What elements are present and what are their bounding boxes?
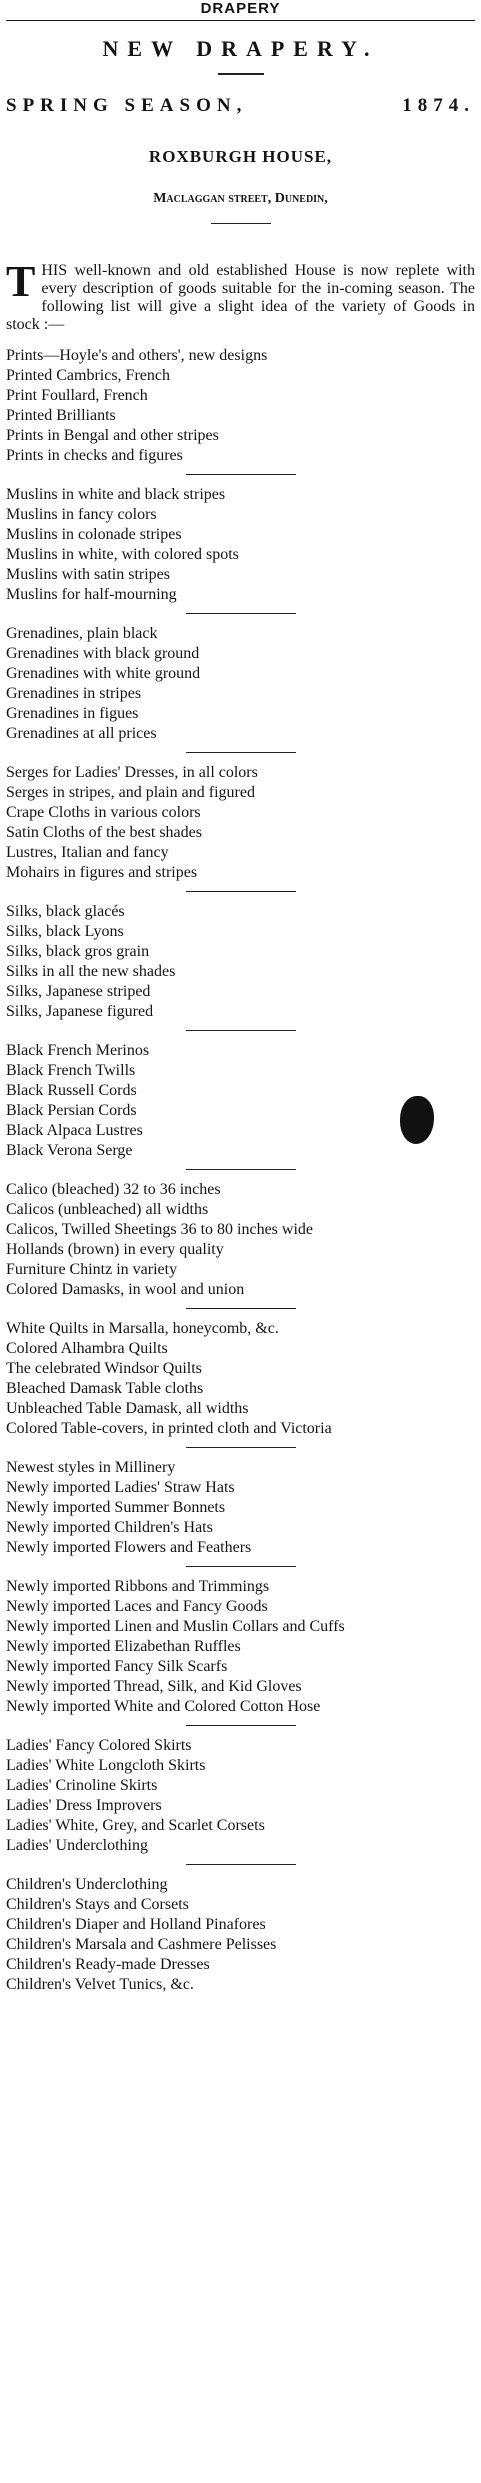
goods-item: Print Foullard, French [6, 387, 148, 404]
header-rule [6, 20, 475, 21]
goods-section [6, 1875, 475, 1995]
goods-item: Prints in checks and figures [6, 447, 183, 464]
house-address: Maclaggan street, Dunedin, [153, 191, 328, 206]
section-divider [186, 1566, 296, 1567]
goods-item: Children's Diaper and Holland Pinafores [6, 1916, 266, 1933]
goods-item: Grenadines, plain black [6, 625, 158, 642]
goods-item: Grenadines with black ground [6, 645, 200, 662]
goods-item: Muslins in colonade stripes [6, 526, 182, 543]
goods-item: Muslins with satin stripes [6, 566, 171, 583]
goods-item: Children's Velvet Tunics, &c. [6, 1976, 194, 1993]
goods-item: Calicos, Twilled Sheetings 36 to 80 inches wide [6, 1221, 313, 1238]
goods-item: Prints—Hoyle's and others', new designs [6, 347, 268, 364]
goods-item: Newly imported Thread, Silk, and Kid Gloves [6, 1678, 302, 1695]
goods-item: Silks, black glacés [6, 903, 125, 920]
goods-section [6, 1180, 475, 1300]
goods-item: Calicos (unbleached) all widths [6, 1201, 209, 1218]
goods-item: Silks, Japanese striped [6, 983, 151, 1000]
section-divider [186, 474, 296, 475]
goods-section [6, 902, 475, 1022]
goods-item: Colored Damasks, in wool and union [6, 1281, 245, 1298]
goods-section [6, 1458, 475, 1558]
intro-text: HIS well-known and old established House is now replete with every description of goods suitable for the in-coming season. The following list will give a slight idea of the variety of Goods in stock :— [6, 262, 475, 333]
goods-item: Mohairs in figures and stripes [6, 864, 198, 881]
goods-item: Children's Stays and Corsets [6, 1896, 189, 1913]
goods-item: Furniture Chintz in variety [6, 1261, 178, 1278]
section-divider [186, 1864, 296, 1865]
goods-item: Silks, black Lyons [6, 923, 124, 940]
goods-item: Crape Cloths in various colors [6, 804, 201, 821]
goods-item: Black Verona Serge [6, 1142, 133, 1159]
goods-item: Newly imported White and Colored Cotton Hose [6, 1698, 321, 1715]
goods-item: Black Russell Cords [6, 1082, 137, 1099]
goods-section [6, 624, 475, 744]
goods-item: Children's Marsala and Cashmere Pelisses [6, 1936, 277, 1953]
goods-item: Ladies' Dress Improvers [6, 1797, 162, 1814]
goods-item: Ladies' Fancy Colored Skirts [6, 1737, 192, 1754]
goods-item: Hollands (brown) in every quality [6, 1241, 224, 1258]
address-divider [211, 223, 271, 224]
advertisement-page [0, 2, 481, 2483]
house-name: ROXBURGH HOUSE, [148, 147, 333, 166]
intro-paragraph [6, 257, 475, 334]
goods-item: Serges in stripes, and plain and figured [6, 784, 255, 801]
goods-item: Silks in all the new shades [6, 963, 176, 980]
goods-item: Silks, Japanese figured [6, 1003, 154, 1020]
title-divider [218, 73, 264, 75]
goods-list [6, 346, 475, 1995]
goods-item: Grenadines at all prices [6, 725, 157, 742]
goods-section [6, 763, 475, 883]
goods-item: Newly imported Flowers and Feathers [6, 1539, 252, 1556]
goods-item: Newly imported Elizabethan Ruffles [6, 1638, 241, 1655]
goods-item: Printed Cambrics, French [6, 367, 170, 384]
goods-item: Unbleached Table Damask, all widths [6, 1400, 249, 1417]
goods-item: Colored Table-covers, in printed cloth and Victoria [6, 1420, 332, 1437]
goods-item: Newly imported Laces and Fancy Goods [6, 1598, 268, 1615]
goods-item: Black Persian Cords [6, 1102, 137, 1119]
goods-item: Silks, black gros grain [6, 943, 150, 960]
goods-item: The celebrated Windsor Quilts [6, 1360, 202, 1377]
goods-item: Satin Cloths of the best shades [6, 824, 202, 841]
goods-item: Newest styles in Millinery [6, 1459, 176, 1476]
goods-item: Newly imported Linen and Muslin Collars and Cuffs [6, 1618, 345, 1635]
category-heading: DRAPERY [200, 0, 281, 17]
goods-item: Grenadines in figues [6, 705, 139, 722]
goods-item: Newly imported Ladies' Straw Hats [6, 1479, 235, 1496]
goods-item: Calico (bleached) 32 to 36 inches [6, 1181, 221, 1198]
goods-item: Muslins in white, with colored spots [6, 546, 239, 563]
section-divider [186, 891, 296, 892]
goods-item: Muslins in white and black stripes [6, 486, 226, 503]
goods-item: Printed Brilliants [6, 407, 116, 424]
goods-item: Grenadines with white ground [6, 665, 201, 682]
goods-section [6, 485, 475, 605]
section-divider [186, 1169, 296, 1170]
goods-item: Ladies' White, Grey, and Scarlet Corsets [6, 1817, 265, 1834]
goods-item: Children's Underclothing [6, 1876, 168, 1893]
goods-item: Newly imported Ribbons and Trimmings [6, 1578, 270, 1595]
goods-item: Lustres, Italian and fancy [6, 844, 169, 861]
goods-item: Ladies' White Longcloth Skirts [6, 1757, 206, 1774]
goods-section [6, 1577, 475, 1717]
goods-section [6, 1319, 475, 1439]
section-divider [186, 752, 296, 753]
goods-item: White Quilts in Marsalla, honeycomb, &c. [6, 1320, 279, 1337]
goods-item: Newly imported Fancy Silk Scarfs [6, 1658, 228, 1675]
section-divider [186, 613, 296, 614]
goods-section [6, 1736, 475, 1856]
goods-item: Prints in Bengal and other stripes [6, 427, 219, 444]
goods-item: Black French Merinos [6, 1042, 150, 1059]
goods-item: Ladies' Underclothing [6, 1837, 148, 1854]
goods-item: Children's Ready-made Dresses [6, 1956, 210, 1973]
goods-item: Newly imported Children's Hats [6, 1519, 213, 1536]
goods-item: Grenadines in stripes [6, 685, 142, 702]
section-divider [186, 1308, 296, 1309]
season-line [6, 93, 475, 119]
section-divider [186, 1030, 296, 1031]
season-label: SPRING SEASON, [6, 95, 248, 116]
drop-cap: T [6, 257, 36, 306]
goods-item: Black French Twills [6, 1062, 136, 1079]
goods-item: Black Alpaca Lustres [6, 1122, 143, 1139]
goods-item: Bleached Damask Table cloths [6, 1380, 204, 1397]
goods-item: Colored Alhambra Quilts [6, 1340, 168, 1357]
goods-item: Serges for Ladies' Dresses, in all colors [6, 764, 258, 781]
goods-item: Muslins for half-mourning [6, 586, 177, 603]
goods-item: Muslins in fancy colors [6, 506, 157, 523]
season-year: 1874. [402, 95, 475, 116]
ad-title: NEW DRAPERY. [102, 36, 379, 61]
section-divider [186, 1447, 296, 1448]
section-divider [186, 1725, 296, 1726]
goods-section [6, 346, 475, 466]
goods-item: Newly imported Summer Bonnets [6, 1499, 226, 1516]
goods-item: Ladies' Crinoline Skirts [6, 1777, 158, 1794]
